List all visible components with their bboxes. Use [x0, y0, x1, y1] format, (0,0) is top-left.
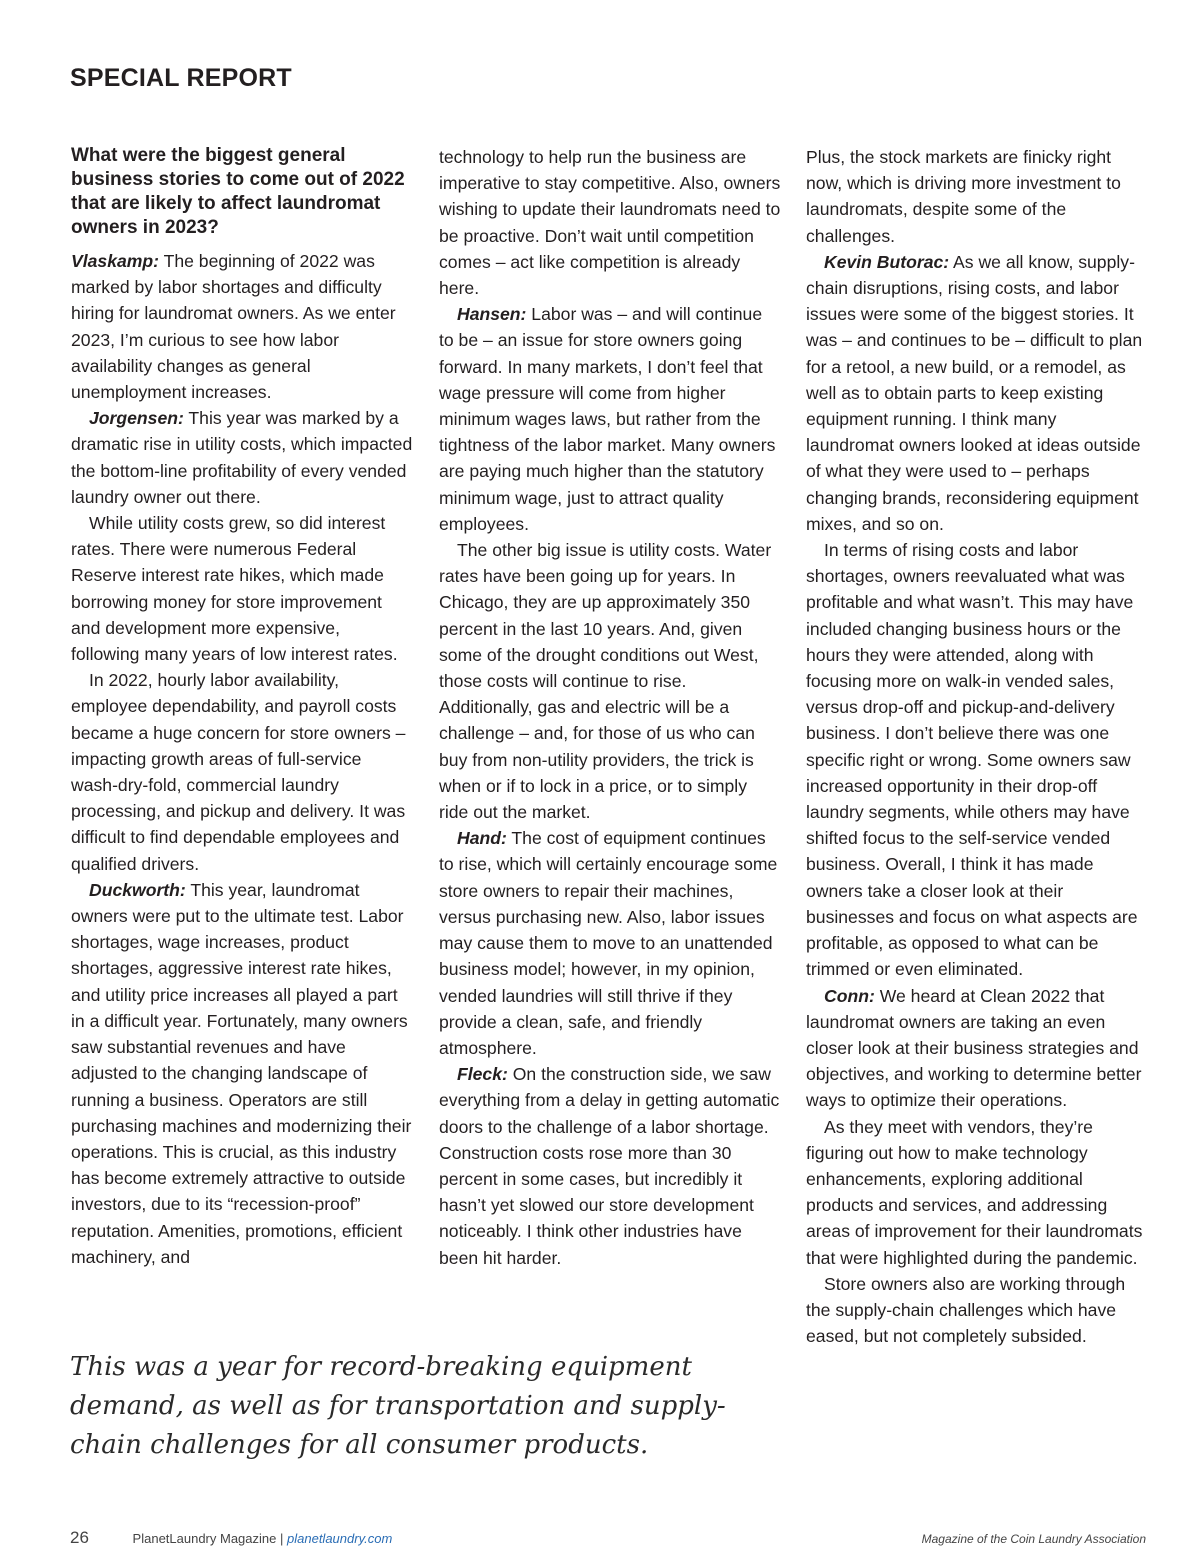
answer-paragraph: While utility costs grew, so did interest rates. There were numerous Federal Reserve interest rate hikes, which made borrowing money for store improvement and development more expensive, following many years of low interest rates.: [71, 513, 398, 665]
interview-question: What were the biggest general business stories to come out of 2022 that are likely to affect laundromat owners in 2023?: [71, 145, 405, 238]
speaker-name: Hansen:: [457, 304, 527, 325]
answer-paragraph: As they meet with vendors, they’re figuring out how to make technology enhancements, exploring additional products and services, and addressing areas of improvement for their laundromats that were highlighted during the pandemic.: [806, 1116, 1143, 1268]
answer-paragraph: technology to help run the business are imperative to stay competitive. Also, owners wishing to update their laundromats need to be proactive. Don’t wait until competition comes – act like competition is already here.: [439, 147, 781, 299]
footer-tagline: Magazine of the Coin Laundry Association: [921, 1532, 1146, 1546]
speaker-name: Duckworth:: [89, 879, 186, 900]
answer-paragraph: [71, 405, 413, 510]
speaker-name: Kevin Butorac:: [824, 251, 950, 272]
column-2: [439, 144, 781, 1271]
page-number: 26: [70, 1528, 89, 1547]
speaker-name: Vlaskamp:: [71, 251, 160, 271]
paragraph-text: The beginning of 2022 was marked by labor shortages and difficulty hiring for laundromat owners. As we enter 2023, I’m curious to see how labor availability changes as general unemployment increases.: [71, 251, 396, 403]
paragraph-text: We heard at Clean 2022 that laundromat owners are taking an even closer look at their business strategies and objectives, and working to determine better ways to optimize their operations.: [806, 985, 1142, 1111]
paragraph-text: This year, laundromat owners were put to the ultimate test. Labor shortages, wage increases, product shortages, aggressive interest rate hikes, and utility price increases all played a part in a difficult year. Fortunately, many owners saw substantial revenues and have adjusted to the changing landscape of running a business. Operators are still purchasing machines and modernizing their operations. This is crucial, as this industry has become extremely attractive to outside investors, due to its “recession-proof” reputation. Amenities, promotions, efficient machinery, and: [71, 879, 412, 1267]
paragraph-text: On the construction side, we saw everything from a delay in getting automatic doors to the challenge of a labor shortage. Construction costs rose more than 30 percent in some cases, but incredibly it hasn’t yet slowed our store development noticeably. I think other industries have been hit harder.: [439, 1064, 780, 1268]
answer-paragraph: [71, 877, 413, 1270]
paragraph-text: Labor was – and will continue to be – an issue for store owners going forward. In many markets, I don’t feel that wage pressure will come from higher minimum wages laws, but rather from the tightness of the labor market. Many owners are paying much higher than the statutory minimum wage, just to attract quality employees.: [439, 304, 776, 534]
answer-paragraph: [439, 301, 781, 537]
speaker-name: Fleck:: [457, 1064, 508, 1085]
answer-paragraph: [806, 983, 1148, 1114]
speaker-name: Jorgensen:: [89, 408, 184, 429]
answer-paragraph: Store owners also are working through the supply-chain challenges which have eased, but not completely subsided.: [806, 1273, 1126, 1347]
speaker-name: Conn:: [824, 985, 875, 1006]
footer-left: [70, 1528, 392, 1548]
paragraph-text: The cost of equipment continues to rise, which will certainly encourage some store owners to repair their machines, versus purchasing new. Also, labor issues may cause them to move to an unattended business model; however, in my opinion, vended laundries will still thrive if they provide a clean, safe, and friendly atmosphere.: [439, 828, 778, 1058]
answer-paragraph: In 2022, hourly labor availability, employee dependability, and payroll costs became a huge concern for store owners – impacting growth areas of full-service wash-dry-fold, commercial laundry processing, and pickup and delivery. It was difficult to find dependable employees and qualified drivers.: [71, 670, 406, 874]
section-label: SPECIAL REPORT: [70, 64, 292, 92]
footer-separator: |: [280, 1531, 284, 1546]
paragraph-text: This year was marked by a dramatic rise in utility costs, which impacted the bottom-line profitability of every vended laundry owner out there.: [71, 408, 413, 507]
magazine-name: PlanetLaundry Magazine: [132, 1531, 277, 1546]
website-link[interactable]: planetlaundry.com: [287, 1531, 393, 1546]
answer-paragraph: [71, 248, 413, 405]
answer-paragraph: In terms of rising costs and labor shortages, owners reevaluated what was profitable and what wasn’t. This may have included changing business hours or the hours they were attended, along with focusing more on walk-in vended sales, versus drop-off and pickup-and-delivery business. I don’t believe there was one specific right or wrong. Some owners saw increased opportunity in their drop-off laundry segments, while others may have shifted focus to the self-service vended business. Overall, I think it has made owners take a closer look at their businesses and focus on what aspects are profitable, as opposed to what can be trimmed or even eliminated.: [806, 540, 1138, 980]
paragraph-text: As we all know, supply-chain disruptions, rising costs, and labor issues were some of the biggest stories. It was – and continues to be – difficult to plan for a retool, a new build, or a remodel, as well as to obtain parts to keep existing equipment running. I think many laundromat owners looked at ideas outside of what they were used to – perhaps changing brands, reconsidering equipment mixes, and so on.: [806, 251, 1143, 534]
column-3: [806, 144, 1148, 1349]
answer-paragraph: [439, 825, 781, 1061]
answer-paragraph: Plus, the stock markets are finicky right now, which is driving more investment to laundromats, despite some of the challenges.: [806, 147, 1121, 246]
speaker-name: Hand:: [457, 828, 507, 849]
answer-paragraph: [806, 249, 1148, 537]
pull-quote: This was a year for record-breaking equipment demand, as well as for transportation and supply-chain challenges for all consumer products.: [70, 1352, 726, 1460]
answer-paragraph: The other big issue is utility costs. Water rates have been going up for years. In Chicago, they are up approximately 350 percent in the last 10 years. And, given some of the drought conditions out West, those costs will continue to rise. Additionally, gas and electric will be a challenge – and, for those of us who can buy from non-utility providers, the trick is when or if to lock in a price, or to simply ride out the market.: [439, 540, 772, 823]
answer-paragraph: [439, 1061, 781, 1271]
column-1: [71, 144, 413, 1270]
